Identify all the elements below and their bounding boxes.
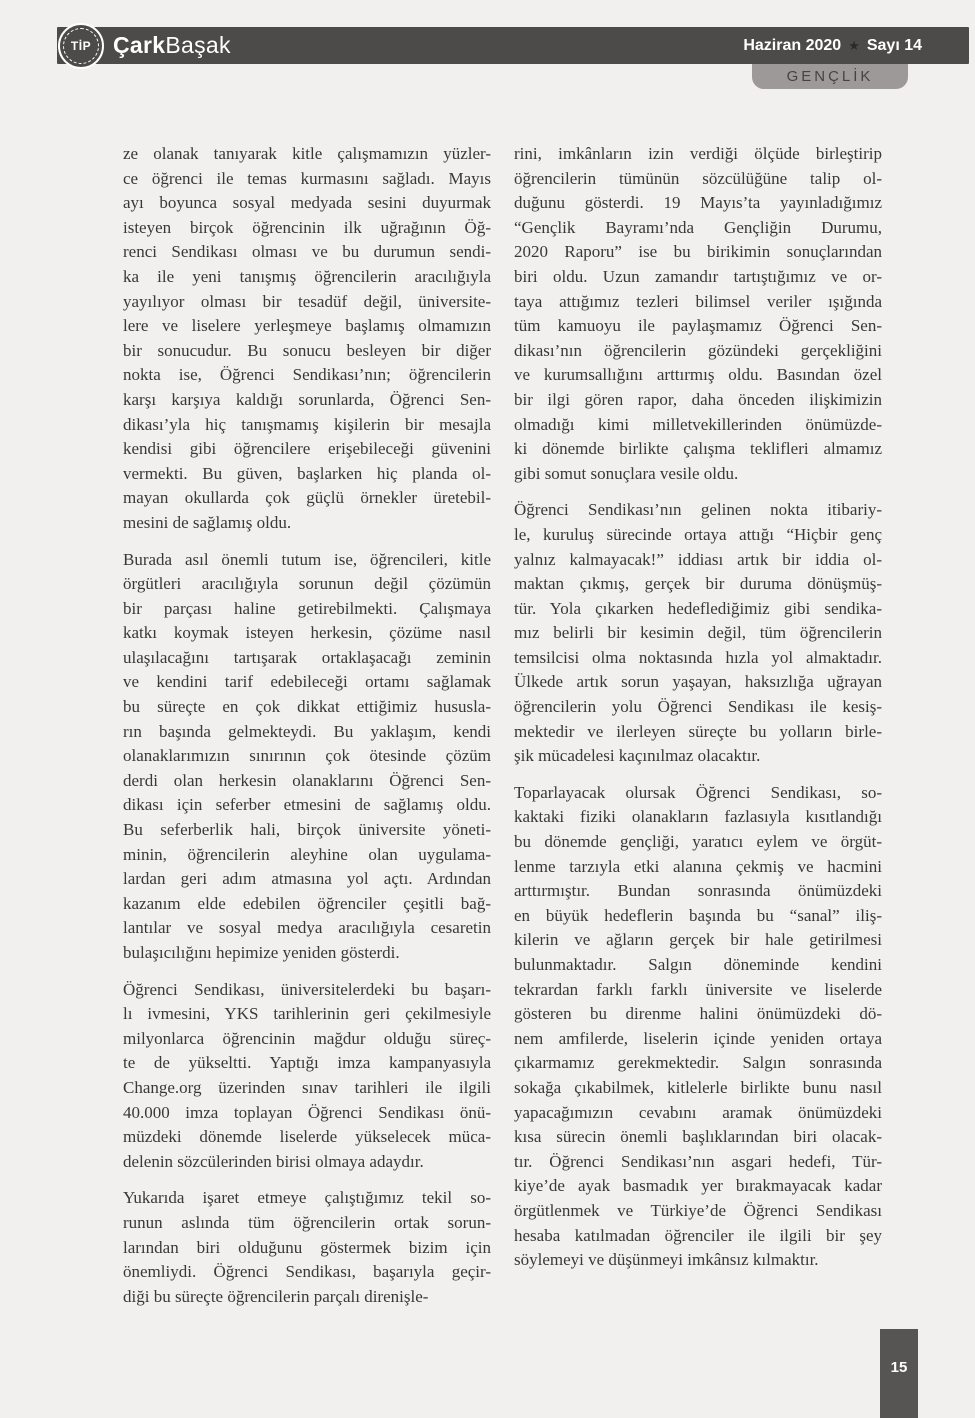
text-line: lı ivmesini, YKS tarihlerinin geri çekilmesiyle (123, 1004, 491, 1024)
text-line: bir parçası haline getirebilmekti. Çalışmaya (123, 598, 491, 618)
text-line: tekrardan farklı farklı üniversite ve liselerde (514, 979, 882, 999)
text-line: mektedir ve ilerleyen süreçte bu yolların birle- (514, 721, 882, 741)
text-line: dikası’nın öğrencilerin gözündeki gerçekliğini (514, 340, 882, 360)
text-line: bu dönemde gençliği, yaratıcı eylem ve örgüt- (514, 832, 882, 852)
text-line: hesaba katılmadan öğrenciler ile ilgili bir şey (514, 1225, 882, 1245)
magazine-title-light: Başak (165, 32, 231, 58)
paragraph (514, 142, 882, 486)
text-line: olanaklarımızın sınırının çok ötesinde çözüm (123, 746, 491, 766)
text-line: tüm kamuoyu ile paylaşmamız Öğrenci Sen- (514, 316, 882, 336)
text-line: mesini de sağlamış oldu. (123, 512, 292, 532)
text-line: Ülkede artık sorun yaşayan, haksızlığa uğrayan (514, 672, 882, 692)
text-line: öğrencilerin yolu Öğrenci Sendikası ile kesiş- (514, 697, 882, 717)
text-line: bir ilgi gören rapor, daha önceden ilişkimizin (514, 389, 882, 409)
text-line: runun aslında tüm öğrencilerin ortak sorun- (123, 1212, 491, 1232)
text-line: dikası için seferber etmesini de sağlamış oldu. (123, 795, 491, 815)
text-line: şik mücadelesi kaçınılmaz olacaktır. (514, 746, 761, 766)
text-line: “Gençlik Bayramı’nda Gençliğin Durumu, (514, 217, 882, 237)
text-line: delenin sözcülerinden birisi olmaya adaydır. (123, 1151, 424, 1171)
text-line: mız belirli bir kesimin değil, tüm öğrencilerin (514, 623, 882, 643)
paragraph (514, 498, 882, 769)
article-column-left (123, 142, 491, 1309)
text-line: isteyen birçok öğrencinin ilk uğrağının Öğ- (123, 217, 491, 237)
text-line: olmadığı kimi milletvekillerinden önümüzde- (514, 414, 882, 434)
text-line: renci Sendikası olması ve bu durumun sendi- (123, 242, 491, 262)
tip-party-logo (58, 23, 104, 69)
text-line: bu süreçte en çok dikkat ettiğimiz hususla- (123, 697, 491, 717)
text-line: lenme tarzıyla etki alanına çekmiş ve hacmini (514, 856, 882, 876)
text-line: örgütleri aracılığıyla sorunun değil çözümün (123, 574, 491, 594)
text-line: le, kuruluş sürecinde ortaya attığı “Hiçbir genç (514, 524, 882, 544)
page-number-badge (880, 1329, 918, 1418)
article-column-right (514, 142, 882, 1273)
text-line: temsilcisi olma noktasında hızla yol almaktadır. (514, 647, 882, 667)
text-line: milyonlarca öğrencinin mağdur olduğu süreç- (123, 1028, 491, 1048)
text-line: öğrencilerin tümünün sözcülüğüne talip ol- (514, 168, 882, 188)
text-line: ki dönemde birlikte çalışma teklifleri almamız (514, 439, 882, 459)
text-line: 40.000 imza toplayan Öğrenci Sendikası önü- (123, 1102, 491, 1122)
text-line: ze olanak tanıyarak kitle çalışmamızın yüzler- (123, 144, 491, 163)
text-line: mayan okullarda çok güçlü örnekler üretebil- (123, 488, 491, 508)
header-bar (57, 27, 969, 64)
text-line: Öğrenci Sendikası, üniversitelerdeki bu başarı- (123, 979, 491, 999)
text-line: yapacağımızın cevabını aramak önümüzdeki (514, 1102, 882, 1122)
text-line: katkı koymak isteyen herkesin, çözüme nasıl (123, 623, 491, 643)
text-line: bir sonucudur. Bu sonucu besleyen bir diğer (123, 340, 491, 360)
text-line: müzdeki dönemde liselerde yükselecek müca- (123, 1127, 491, 1147)
text-line: ka ile yeni tanışmış öğrencilerin aracılığıyla (123, 266, 491, 286)
text-line: kaktaki fiziki olanakların fazlasıyla kısıtlandığı (514, 807, 882, 827)
text-line: nem amfilerde, liselerin içinde yeniden ortaya (514, 1028, 882, 1048)
text-line: gösteren bu direnme halini önümüzdeki dö- (514, 1004, 882, 1024)
text-line: yayılıyor olması bir tesadüf değil, üniversite- (123, 291, 491, 311)
text-line: maktan çıkmış, gerçek bir duruma dönüşmüş- (514, 574, 882, 594)
text-line: Yukarıda işaret etmeye çalıştığımız tekil so- (123, 1188, 491, 1208)
text-line: kısa sürecin önemli başlıklarından biri olacak- (514, 1127, 882, 1147)
text-line: önemliydi. Öğrenci Sendikası, başarıyla geçir- (123, 1262, 491, 1282)
text-line: örgütlenmek ve Türkiye’de Öğrenci Sendikası (514, 1200, 882, 1220)
text-line: vermekti. Bu güven, başlarken hiç planda ol- (123, 463, 491, 483)
paragraph (123, 548, 491, 966)
magazine-title-bold: Çark (113, 32, 166, 58)
page-number: 15 (890, 1359, 908, 1376)
logo-text: TİP (70, 39, 92, 53)
text-line: minin, öğrencilerin aleyhine olan uygulama- (123, 844, 491, 864)
text-line: en büyük hedeflerin başında bu “sanal” iliş- (514, 905, 882, 925)
text-line: diği bu süreçte öğrencilerin parçalı direnişle- (123, 1286, 429, 1306)
magazine-title (113, 34, 231, 57)
text-line: kiye’de ayak basmadık yer bırakmayacak kadar (514, 1176, 882, 1196)
text-line: ve kurumsallığını arttırmış oldu. Basından özel (514, 365, 882, 385)
text-line: yalnız kalmayacak!” iddiası artık bir iddia ol- (514, 549, 882, 569)
text-line: karşı karşıya kaldığı sorunlarda, Öğrenci Sen- (123, 389, 491, 409)
text-line: lantılar ve sosyal medya aracılığıyla cesaretin (123, 918, 491, 938)
paragraph (514, 781, 882, 1273)
text-line: bulaşıcılığını hepimize yeniden gösterdi. (123, 943, 400, 962)
text-line: Öğrenci Sendikası’nın gelinen nokta itibariy- (514, 500, 882, 520)
text-line: lardan geri adım atmasına yol açtı. Ardından (123, 869, 491, 889)
text-line: lere ve liselere yerleşmeye başlamış olmamızın (123, 316, 491, 336)
issue-number: Sayı 14 (866, 36, 922, 54)
text-line: te de yükseltti. Yaptığı imza kampanyasıyla (123, 1053, 491, 1073)
text-line: gibi somut sonuçlara vesile oldu. (514, 463, 739, 483)
section-tag-genclik: GENÇLİK (752, 64, 908, 89)
text-line: ayı boyunca sosyal medyada sesini duyurmak (123, 193, 491, 213)
text-line: arttırmıştır. Bundan sonrasında önümüzdeki (514, 881, 882, 901)
paragraph (123, 142, 491, 536)
text-line: Bu seferberlik hali, birçok üniversite yöneti- (123, 820, 491, 840)
text-line: duğunu gösterdi. 19 Mayıs’ta yayınladığımız (514, 193, 882, 213)
text-line: taya attığımız tezleri bilimsel veriler ışığında (514, 291, 882, 311)
text-line: rini, imkânların izin verdiği ölçüde birleştirip (514, 144, 882, 163)
text-line: çıkarmamız gerekmektedir. Salgın sonrasında (514, 1053, 882, 1073)
star-icon: ★ (848, 38, 860, 53)
issue-info (743, 37, 969, 55)
text-line: ulaşılacağını tartışarak ortaklaşacağı zeminin (123, 647, 491, 667)
text-line: biri oldu. Uzun zamandır tartıştığımız ve or- (514, 266, 882, 286)
text-line: Change.org üzerinden sınav tarihleri ile ilgili (123, 1077, 491, 1097)
text-line: dikası’yla hiç tanışmamış kişilerin bir mesajla (123, 414, 491, 434)
text-line: Burada asıl önemli tutum ise, öğrencileri, kitle (123, 549, 491, 569)
text-line: derdi olan herkesin olanaklarını Öğrenci Sen- (123, 770, 491, 790)
text-line: ce öğrenci ile temas kurmasını sağladı. Mayıs (123, 168, 491, 188)
text-line: söylemeyi ve düşünmeyi imkânsız kılmaktır. (514, 1250, 819, 1270)
issue-date: Haziran 2020 (743, 36, 842, 54)
text-line: kilerin ve ağların gerçek bir hale getirilmesi (514, 930, 882, 950)
paragraph (123, 1186, 491, 1309)
text-line: tır. Öğrenci Sendikası’nın asgari hedefi, Tür- (514, 1151, 882, 1171)
text-line: bulunmaktadır. Salgın döneminde kendini (514, 955, 882, 974)
text-line: Toparlayacak olursak Öğrenci Sendikası, so- (514, 782, 882, 802)
text-line: kendisi gibi öğrencilere erişebileceği güvenini (123, 439, 491, 459)
text-line: larından biri olduğunu göstermek bizim için (123, 1237, 491, 1257)
text-line: nokta ise, Öğrenci Sendikası’nın; öğrencilerin (123, 365, 491, 385)
text-line: 2020 Raporu” ise bu birikimin sonuçlarından (514, 242, 882, 262)
text-line: sokağa çıkabilmek, kitlelerle birlikte bunu nasıl (514, 1077, 882, 1097)
text-line: tür. Yola çıkarken hedeflediğimiz gibi sendika- (514, 598, 882, 618)
text-line: kazanım elde edebilen öğrenciler çeşitli bağ- (123, 893, 491, 913)
text-line: ve kendini tarif edebileceği ortamı sağlamak (123, 672, 491, 692)
text-line: rın başında gelmekteydi. Bu yaklaşım, kendi (123, 721, 491, 741)
paragraph (123, 978, 491, 1175)
